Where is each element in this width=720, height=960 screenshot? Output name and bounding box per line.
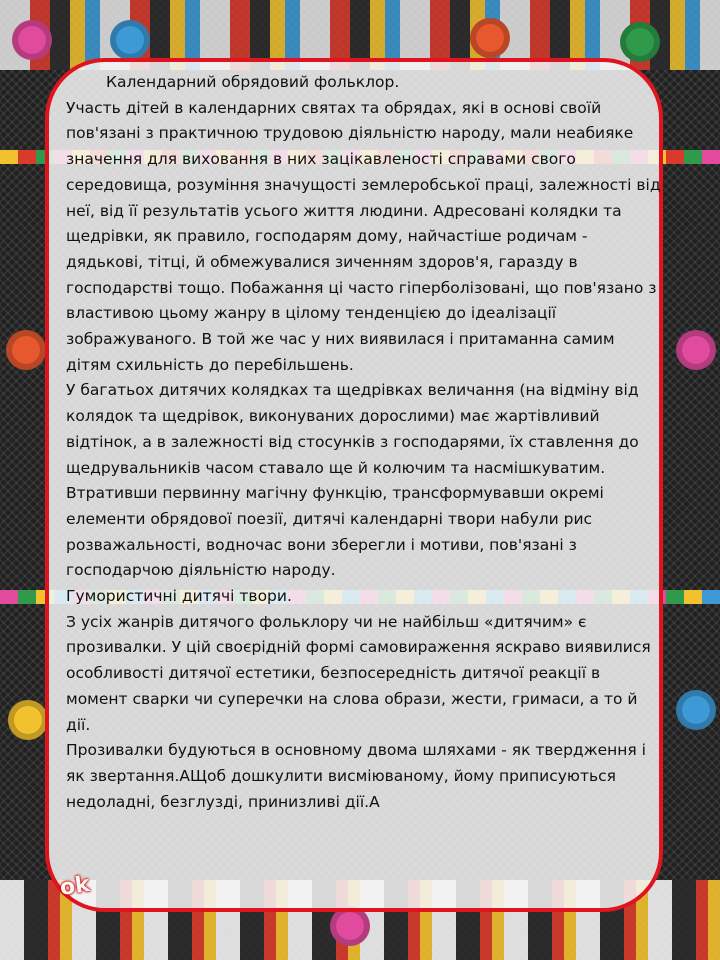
flower-motif [676,330,716,370]
ok-badge: ok [58,872,92,901]
paragraph: У багатьох дитячих колядках та щедрівках величання (на відміну від колядок та щедрівок, виконуваних дорослими) має жартівливий відтінок, а в залежності від стосунків з господарями, їх ставлення до щедрувальників часом ставало ще й колючим та насмішкуватим. [66,381,639,477]
flower-motif [8,700,48,740]
flower-motif [6,330,46,370]
paragraph: Участь дітей в календарних святах та обрядах, які в основі своїй пов'язані з практичною трудовою діяльністю народу, мали неабияке значення для виховання в них зацікавленості справами свого середовища, розуміння значущості землеробської праці, залежності від неї, від її результатів усього життя людини. Адресовані колядки та щедрівки, як правило, господарям дому, найчастіше родичам - дядькові, тітці, й обмежувалися зиченням здоров'я, гаразду в господарстві тощо. Побажання ці часто гіперболізовані, що пов'язано з властивою цьому жанру в цілому тенденцією до ідеалізації зображуваного. В той же час у них виявилася і притаманна самим дітям схильність до перебільшень. [66,98,661,374]
flower-motif [330,906,370,946]
paragraph: Прозивалки будуються в основному двома шляхами - як твердження і як звертання.АЩоб дошкулити висміюваному, йому приписуються недоладні, безглузді, принизливі дії.А [66,741,646,811]
section-heading: Гумористичні дитячі твори. [66,587,292,606]
flower-motif [110,20,150,60]
flower-motif [620,22,660,62]
flower-motif [12,20,52,60]
flower-motif [676,690,716,730]
paragraph: Втративши первинну магічну функцію, трансформувавши окремі елементи обрядової поезії, дитячі календарні твори набули рис розважальності, водночас вони зберегли і мотиви, пов'язані з господарчою діяльністю народу. [66,484,604,580]
section-heading: Календарний обрядовий фольклор. [106,73,400,91]
paragraph: З усіх жанрів дитячого фольклору чи не найбільш «дитячим» є прозивалки. У цій своєрідній формі самовираження яскраво виявилися особливості дитячої естетики, безпосередність дитячої реакції в момент сварки чи суперечки на слова образи, жести, гримаси, а то й дії. [66,612,651,734]
document-body [66,70,662,815]
flower-motif [470,18,510,58]
